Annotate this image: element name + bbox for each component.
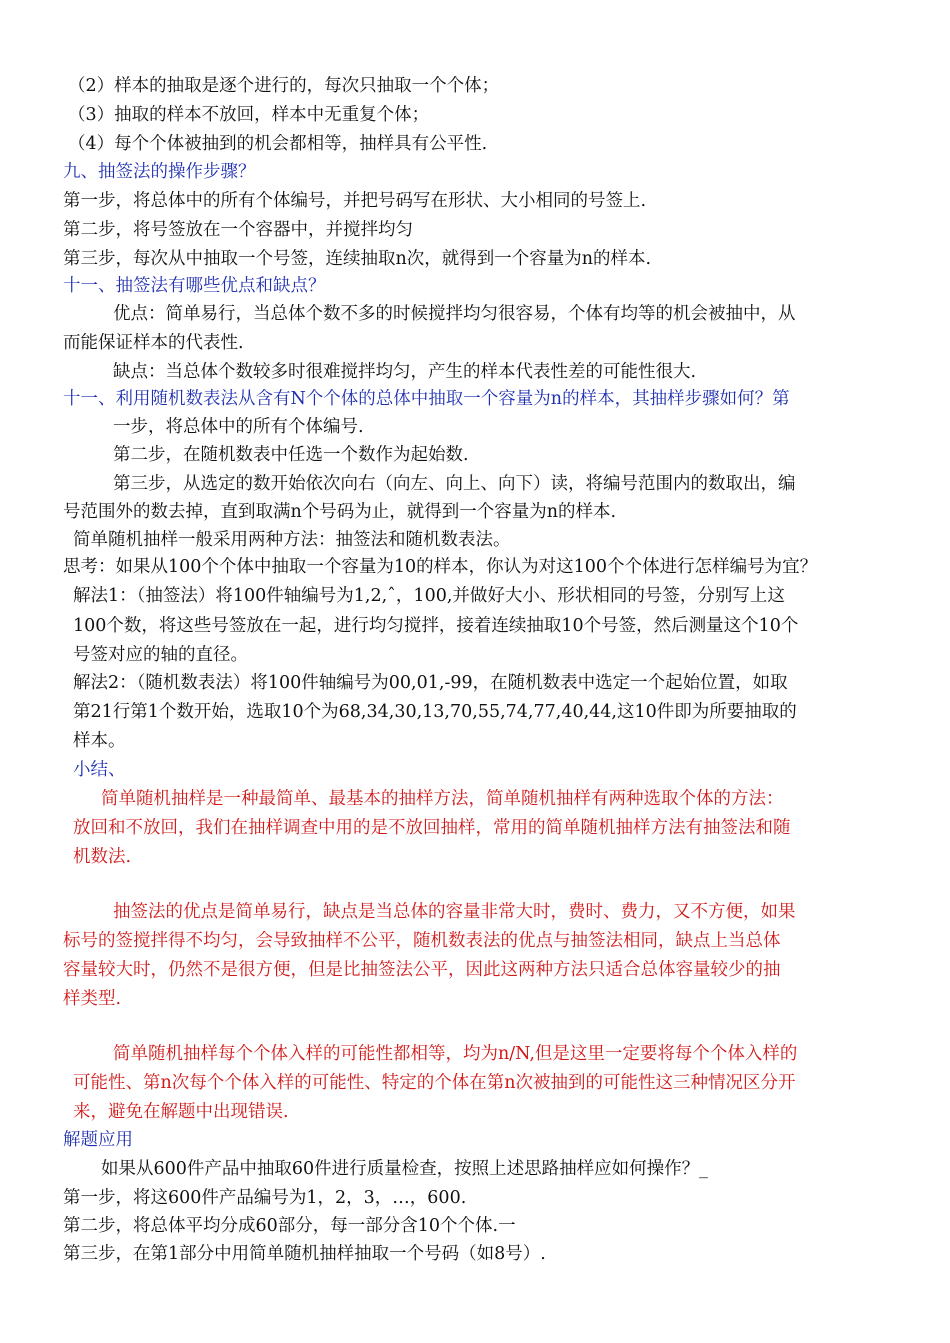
text-line: 第三步，在第1部分中用简单随机抽样抽取一个号码（如8号）.: [63, 1244, 546, 1264]
text-line: 样本。: [73, 731, 126, 751]
text-line: 优点：简单易行，当总体个数不多的时候搅拌均匀很容易，个体有均等的机会被抽中，从: [113, 304, 796, 324]
summary-line: 来，避免在解题中出现错误.: [73, 1102, 289, 1122]
text-line: 一步，将总体中的所有个体编号.: [113, 417, 364, 437]
summary-line: 容量较大时，仍然不是很方便，但是比抽签法公平，因此这两种方法只适合总体容量较少的抽: [63, 960, 781, 980]
text-line: 而能保证样本的代表性.: [63, 333, 244, 353]
text-line: 第三步，从选定的数开始依次向右（向左、向上、向下）读，将编号范围内的数取出，编: [113, 474, 796, 494]
text-line: 第二步，在随机数表中任选一个数作为起始数.: [113, 445, 469, 465]
summary-line: 标号的签搅拌得不均匀，会导致抽样不公平，随机数表法的优点与抽签法相同，缺点上当总体: [63, 931, 781, 951]
text-line: 号签对应的轴的直径。: [73, 645, 248, 665]
summary-line: 抽签法的优点是简单易行，缺点是当总体的容量非常大时，费时、费力，又不方便，如果: [113, 902, 796, 922]
text-line: 第21行第1个数开始，选取10个为68,34,30,13,70,55,74,77,40,44,这10件即为所要抽取的: [73, 702, 797, 722]
text-line: 第一步，将这600件产品编号为1，2，3，…，600.: [63, 1188, 467, 1208]
text-line: 第二步，将总体平均分成60部分，每一部分含10个个体.一: [63, 1216, 516, 1236]
text-line: 思考：如果从100个个体中抽取一个容量为10的样本，你认为对这100个个体进行怎样编号为宜？: [63, 557, 818, 577]
text-line: 如果从600件产品中抽取60件进行质量检查，按照上述思路抽样应如何操作？_: [101, 1159, 708, 1179]
summary-line: 机数法.: [73, 847, 132, 867]
summary-line: 简单随机抽样是一种最简单、最基本的抽样方法，简单随机抽样有两种选取个体的方法：: [101, 789, 784, 809]
text-line: 第一步，将总体中的所有个体编号，并把号码写在形状、大小相同的号签上.: [63, 191, 647, 211]
text-line: （4）每个个体被抽到的机会都相等，抽样具有公平性.: [68, 134, 488, 154]
text-line: 第二步，将号签放在一个容器中，并搅拌均匀: [63, 220, 413, 240]
text-line: （3）抽取的样本不放回，样本中无重复个体；: [68, 105, 430, 125]
section-heading: 小结、: [73, 760, 126, 780]
summary-line: 样类型.: [63, 989, 122, 1009]
section-heading: 九、抽签法的操作步骤？: [63, 162, 256, 182]
summary-line: 放回和不放回，我们在抽样调查中用的是不放回抽样，常用的简单随机抽样方法有抽签法和随: [73, 818, 791, 838]
summary-line: 简单随机抽样每个个体入样的可能性都相等，均为n/N,但是这里一定要将每个个体入样的: [113, 1044, 798, 1064]
text-line: 100个数，将这些号签放在一起，进行均匀搅拌，接着连续抽取10个号签，然后测量这个10个: [73, 616, 799, 636]
text-line: （2）样本的抽取是逐个进行的，每次只抽取一个个体；: [68, 76, 500, 96]
text-line: 第三步，每次从中抽取一个号签，连续抽取n次，就得到一个容量为n的样本.: [63, 249, 652, 269]
section-heading: 十一、利用随机数表法从含有N个个体的总体中抽取一个容量为n的样本，其抽样步骤如何？第: [63, 389, 790, 409]
summary-line: 可能性、第n次每个个体入样的可能性、特定的个体在第n次被抽到的可能性这三种情况区分开: [73, 1073, 796, 1093]
text-line: 简单随机抽样一般采用两种方法：抽签法和随机数表法。: [73, 530, 511, 550]
section-heading: 解题应用: [63, 1130, 133, 1150]
text-line: 解法2：（随机数表法）将100件轴编号为00,01,-99，在随机数表中选定一个起始位置，如取: [73, 673, 788, 693]
text-line: 缺点：当总体个数较多时很难搅拌均匀，产生的样本代表性差的可能性很大.: [113, 362, 697, 382]
text-line: 解法1：（抽签法）将100件轴编号为1,2,ˆ，100,并做好大小、形状相同的号签，分别写上这: [73, 586, 785, 606]
section-heading: 十一、抽签法有哪些优点和缺点？: [63, 276, 326, 296]
text-line: 号范围外的数去掉，直到取满n个号码为止，就得到一个容量为n的样本.: [63, 502, 617, 522]
